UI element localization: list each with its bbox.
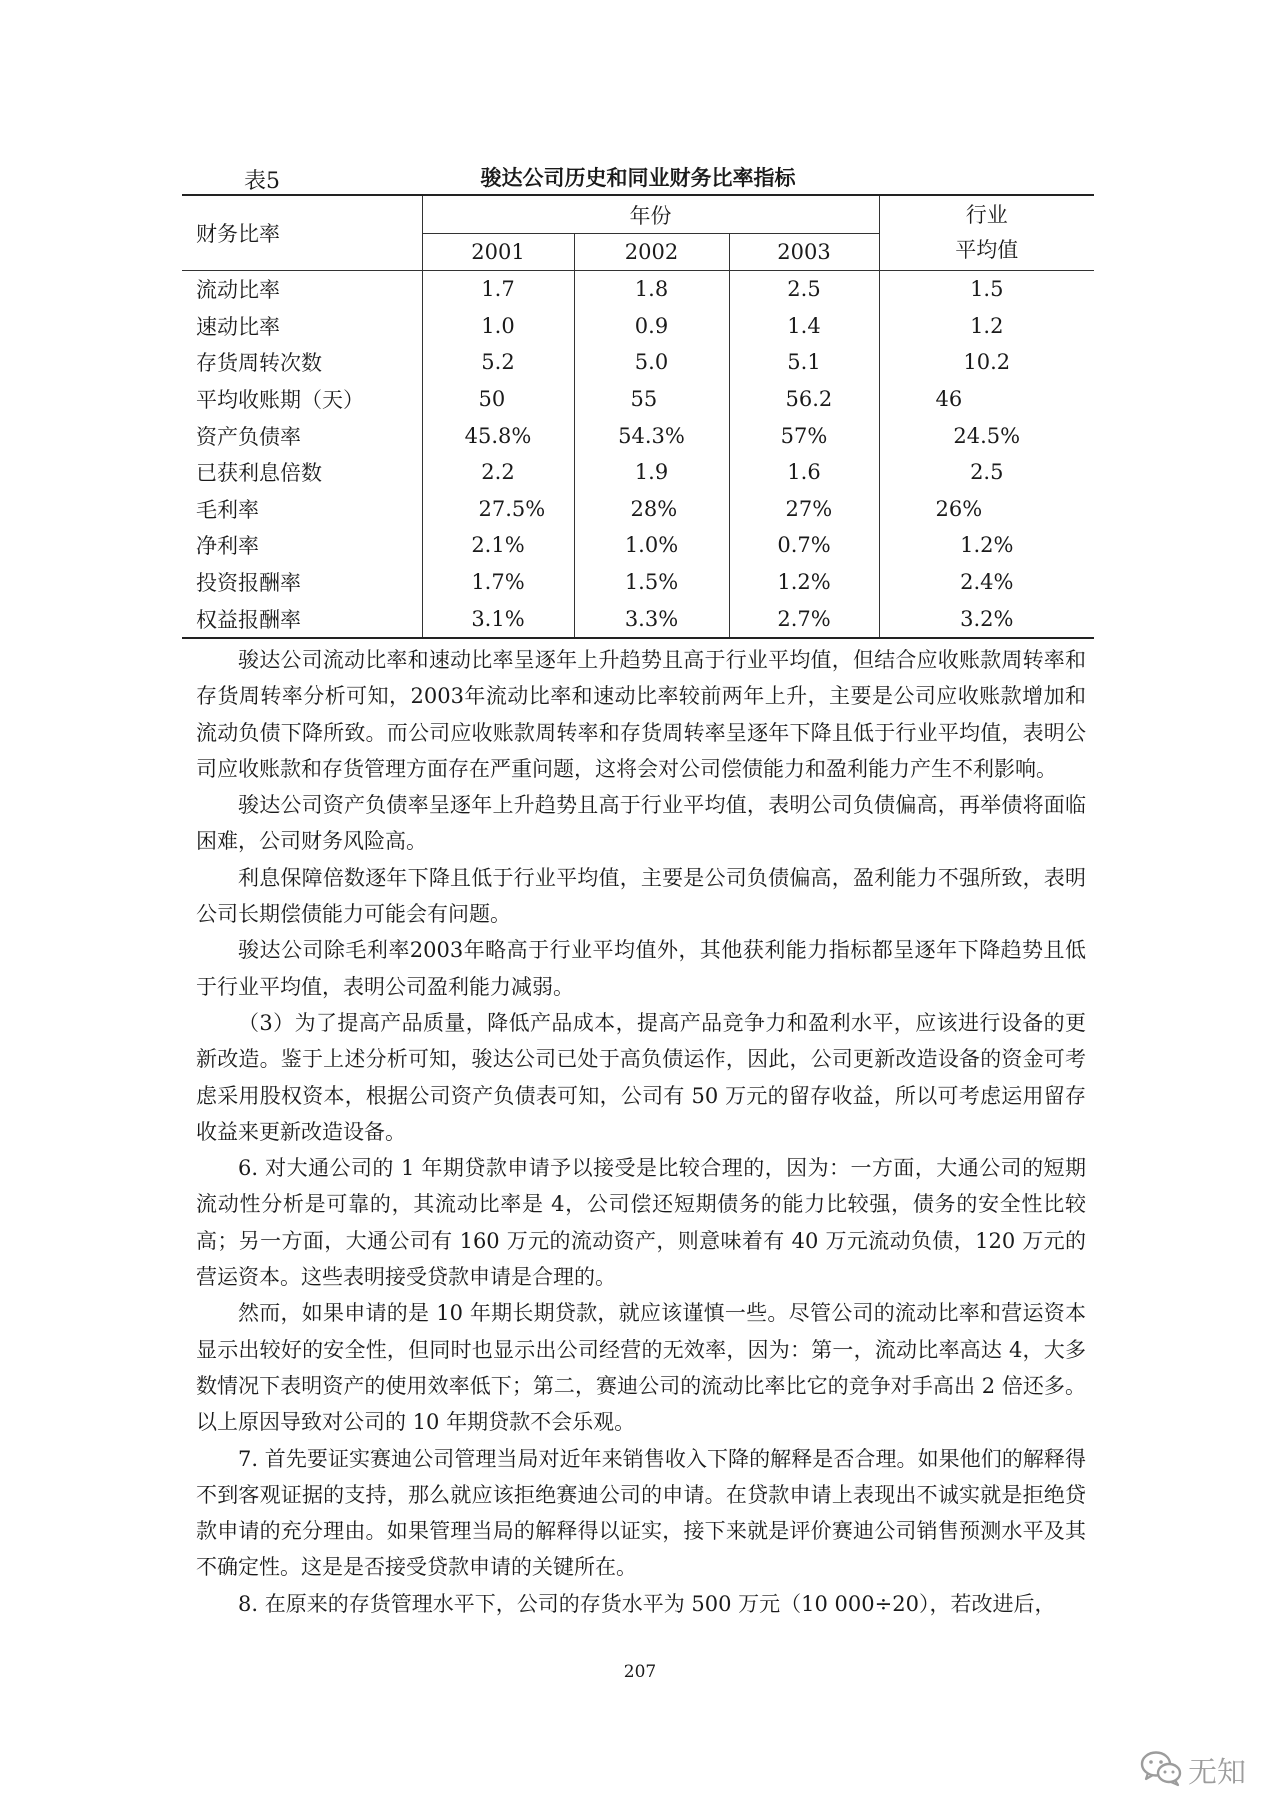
- cell-average: 1.2: [879, 308, 1094, 345]
- header-ratio: 财务比率: [182, 195, 422, 271]
- watermark-text: 无知: [1188, 1755, 1247, 1789]
- table-caption: [182, 160, 1094, 196]
- table-row: [182, 454, 1094, 491]
- header-average-line2: 平均值: [955, 238, 1019, 262]
- cell-average: 24.5%: [879, 417, 1094, 454]
- row-name: 流动比率: [196, 278, 280, 303]
- cell-2001: 2.2: [422, 454, 574, 491]
- paragraph: （3）为了提高产品质量，降低产品成本，提高产品竞争力和盈利水平，应该进行设备的更新改造。鉴于上述分析可知，骏达公司已处于高负债运作，因此，公司更新改造设备的资金可考虑采用股权资本，根据公司资产负债表可知，公司有 50 万元的留存收益，所以可考虑运用留存收益来更新改造设备。: [196, 1010, 1086, 1144]
- cell-2001: 1.0: [422, 308, 574, 345]
- cell-average: 2.5: [879, 454, 1094, 491]
- row-name: 资产负债率: [196, 424, 301, 449]
- cell-average: 10.2: [879, 344, 1094, 381]
- cell-2002: 5.0: [574, 344, 729, 381]
- cell-2003: 1.2%: [729, 564, 879, 601]
- cell-average: 3.2%: [879, 600, 1094, 638]
- table-row: [182, 271, 1094, 308]
- table-row: [182, 600, 1094, 638]
- header-year-2002: 2002: [574, 234, 729, 271]
- table-title: 骏达公司历史和同业财务比率指标: [480, 166, 796, 190]
- financial-ratio-table: [182, 194, 1094, 639]
- paragraph: 然而，如果申请的是 10 年期长期贷款，就应该谨慎一些。尽管公司的流动比率和营运资本显示出较好的安全性，但同时也显示出公司经营的无效率，因为：第一，流动比率高达 4，大多数情况下表明资产的使用效率低下；第二，赛迪公司的流动比率比它的竞争对手高出 2 倍还多。以上原因导致对公司的 10 年期贷款不会乐观。: [196, 1301, 1086, 1435]
- table-row: [182, 381, 1094, 418]
- cell-average: 2.4%: [879, 564, 1094, 601]
- table-row: [182, 344, 1094, 381]
- row-name: 已获利息倍数: [196, 461, 322, 486]
- row-name: 平均收账期（天）: [196, 388, 364, 413]
- body-text: [196, 642, 1086, 1622]
- table-label: 表5: [244, 169, 280, 194]
- watermark: [1140, 1748, 1250, 1788]
- cell-2002: 54.3%: [574, 417, 729, 454]
- paragraph: 7. 首先要证实赛迪公司管理当局对近年来销售收入下降的解释是否合理。如果他们的解释得不到客观证据的支持，那么就应该拒绝赛迪公司的申请。在贷款申请上表现出不诚实就是拒绝贷款申请的充分理由。如果管理当局的解释得以证实，接下来就是评价赛迪公司销售预测水平及其不确定性。这是是否接受贷款申请的关键所在。: [196, 1446, 1086, 1580]
- cell-2003: 2.5: [729, 271, 879, 308]
- header-year-2001: 2001: [422, 234, 574, 271]
- cell-2003: 57%: [729, 417, 879, 454]
- cell-2002: 55: [574, 381, 729, 418]
- header-industry-average: [879, 195, 1094, 271]
- row-name: 速动比率: [196, 314, 280, 339]
- cell-2001: 2.1%: [422, 527, 574, 564]
- cell-average: 1.2%: [879, 527, 1094, 564]
- cell-2003: 1.4: [729, 308, 879, 345]
- cell-2001: 3.1%: [422, 600, 574, 638]
- cell-2002: 1.9: [574, 454, 729, 491]
- row-name: 存货周转次数: [196, 351, 322, 376]
- cell-2002: 3.3%: [574, 600, 729, 638]
- row-name: 权益报酬率: [196, 607, 301, 632]
- row-name: 净利率: [196, 534, 259, 559]
- cell-2001: 1.7: [422, 271, 574, 308]
- cell-2002: 0.9: [574, 308, 729, 345]
- table-row: [182, 527, 1094, 564]
- cell-average: 46: [879, 381, 1094, 418]
- table-row: [182, 308, 1094, 345]
- cell-2002: 1.8: [574, 271, 729, 308]
- cell-2002: 28%: [574, 491, 729, 528]
- cell-average: 1.5: [879, 271, 1094, 308]
- cell-2003: 2.7%: [729, 600, 879, 638]
- paragraph: 利息保障倍数逐年下降且低于行业平均值，主要是公司负债偏高，盈利能力不强所致，表明公司长期偿债能力可能会有问题。: [196, 865, 1086, 927]
- paragraph: 骏达公司除毛利率2003年略高于行业平均值外，其他获利能力指标都呈逐年下降趋势且低于行业平均值，表明公司盈利能力减弱。: [196, 938, 1086, 999]
- cell-2002: 1.5%: [574, 564, 729, 601]
- paragraph: 骏达公司资产负债率呈逐年上升趋势且高于行业平均值，表明公司负债偏高，再举债将面临困难，公司财务风险高。: [196, 793, 1086, 854]
- cell-2001: 27.5%: [422, 491, 574, 528]
- cell-2003: 56.2: [729, 381, 879, 418]
- header-year-2003: 2003: [729, 234, 879, 271]
- wechat-logo-icon: [1140, 1748, 1182, 1788]
- row-name: 毛利率: [196, 497, 259, 522]
- cell-2003: 5.1: [729, 344, 879, 381]
- table-row: [182, 417, 1094, 454]
- paragraph: 6. 对大通公司的 1 年期贷款申请予以接受是比较合理的，因为：一方面，大通公司的短期流动性分析是可靠的，其流动比率是 4，公司偿还短期债务的能力比较强，债务的安全性比较高；另一方面，大通公司有 160 万元的流动资产，则意味着有 40 万元流动负债，120 万元的营运资本。这些表明接受贷款申请是合理的。: [196, 1156, 1086, 1290]
- cell-2003: 0.7%: [729, 527, 879, 564]
- page-number: 207: [623, 1662, 657, 1682]
- cell-2002: 1.0%: [574, 527, 729, 564]
- cell-2001: 45.8%: [422, 417, 574, 454]
- cell-2003: 27%: [729, 491, 879, 528]
- cell-average: 26%: [879, 491, 1094, 528]
- paragraph: 骏达公司流动比率和速动比率呈逐年上升趋势且高于行业平均值，但结合应收账款周转率和存货周转率分析可知，2003年流动比率和速动比率较前两年上升，主要是公司应收账款增加和流动负债下降所致。而公司应收账款周转率和存货周转率呈逐年下降且低于行业平均值，表明公司应收账款和存货管理方面存在严重问题，这将会对公司偿债能力和盈利能力产生不利影响。: [196, 648, 1086, 781]
- table-row: [182, 491, 1094, 528]
- table-row: [182, 564, 1094, 601]
- paragraph: 8. 在原来的存货管理水平下，公司的存货水平为 500 万元（10 000÷20），若改进后，: [238, 1591, 1056, 1616]
- header-year-group: 年份: [422, 195, 879, 234]
- cell-2001: 5.2: [422, 344, 574, 381]
- cell-2003: 1.6: [729, 454, 879, 491]
- cell-2001: 1.7%: [422, 564, 574, 601]
- header-average-line1: 行业: [965, 203, 1008, 227]
- row-name: 投资报酬率: [196, 571, 301, 596]
- cell-2001: 50: [422, 381, 574, 418]
